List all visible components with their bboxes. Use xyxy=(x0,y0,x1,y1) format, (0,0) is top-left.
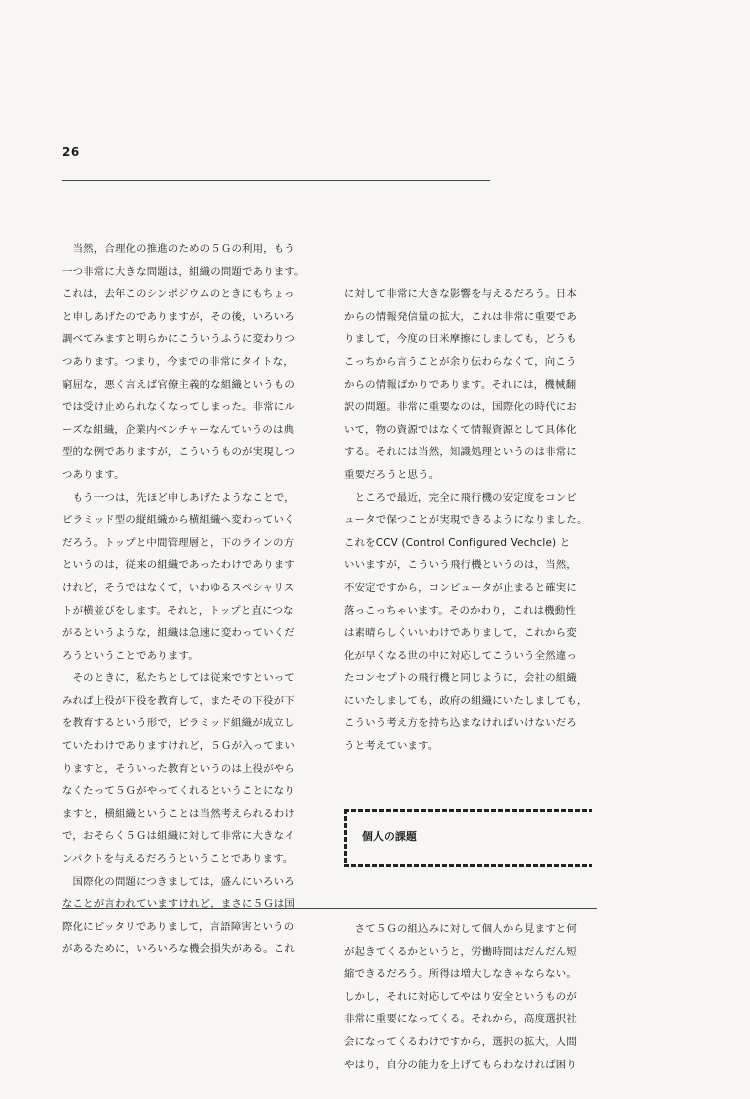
text-line: 落っこっちゃいます。そのかわり，これは機動性 xyxy=(344,604,576,617)
text-line: これをCCV (Control Configured Vechcle) と xyxy=(344,536,571,549)
text-line: ンパクトを与えるだろうということであります。 xyxy=(62,853,294,866)
text-line: たコンセプトの飛行機と同じように，会社の組織 xyxy=(344,672,577,685)
text-line: なことが言われていますけれど，まさに５Ｇは国 xyxy=(62,898,295,911)
text-line: からの情報発信量の拡大，これは非常に重要であ xyxy=(344,310,577,323)
text-line: 窮屈な，悪く言えば官僚主義的な組織というもの xyxy=(62,378,295,391)
text-line: そのときに，私たちとしては従来ですといって xyxy=(62,672,295,685)
text-line: を教育するという形で，ピラミッド組織が成立し xyxy=(62,717,295,730)
text-line: ますと，横組織ということは当然考えられるわけ xyxy=(62,807,295,820)
text-line: がるというような，組織は急速に変わっていくだ xyxy=(62,627,295,640)
text-line: りまして，今度の日米摩擦にしましても，どうも xyxy=(344,333,577,346)
text-line: さて５Ｇの組込みに対して個人から見ますと何 xyxy=(344,923,577,936)
text-line: 不安定ですから，コンピュータが止まると確実に xyxy=(344,581,577,594)
text-line: なくたって５Ｇがやってくれるということになり xyxy=(62,785,295,798)
text-line: うと考えています。 xyxy=(344,740,439,753)
text-line: もう一つは，先ほど申しあげたようなことで， xyxy=(62,491,295,504)
section-heading-box xyxy=(344,809,592,867)
text-line: 重要だろうと思う。 xyxy=(344,468,440,481)
header-rule xyxy=(62,180,490,181)
text-line: やはり，自分の能力を上げてもらわなければ困り xyxy=(344,1058,577,1071)
text-line: こういう考え方を持ち込まなければいけないだろ xyxy=(344,717,577,730)
footer-rule xyxy=(62,908,597,909)
text-line: 会になってくるわけですから，選択の拡大，人間 xyxy=(344,1036,577,1048)
text-line: する。それには当然，知識処理というのは非常に xyxy=(344,446,577,459)
text-line: ろうということであります。 xyxy=(62,649,199,662)
text-line: で，おそらく５Ｇは組織に対して非常に大きなイ xyxy=(62,830,295,843)
text-line: りますと，そういった教育というのは上役がやら xyxy=(62,762,295,775)
text-line: だろう。トップと中間管理層と，下のラインの方 xyxy=(62,536,295,549)
text-line: からの情報ばかりであります。それには，機械翻 xyxy=(344,378,577,391)
text-line: 訳の問題。非常に重要なのは，国際化の時代にお xyxy=(344,401,577,414)
text-line: と申しあげたのでありますが，その後，いろいろ xyxy=(62,310,295,323)
text-line: 一つ非常に大きな問題は，組織の問題であります。 xyxy=(62,265,305,278)
text-line: ていたわけでありますけれど，５Ｇが入ってまい xyxy=(62,740,295,753)
text-line: みれば上役が下役を教育して，またその下役が下 xyxy=(62,694,295,707)
text-line: しかし，それに対応してやはり安全というものが xyxy=(344,990,577,1003)
text-line: が起きてくるかというと，労働時間はだんだん短 xyxy=(344,945,577,958)
right-text-column xyxy=(344,238,600,1099)
text-line: いて，物の資源ではなくて情報資源として具体化 xyxy=(344,423,577,436)
text-line: ーズな組織，企業内ベンチャーなんていうのは典 xyxy=(62,423,295,436)
text-line: こっちから言うことが余り伝わらなくて，向こう xyxy=(344,355,577,368)
text-line: トが横並びをします。それと，トップと直につな xyxy=(62,604,294,617)
section-heading: 個人の課題 xyxy=(362,829,417,843)
text-line: ところで最近，完全に飛行機の安定度をコンピ xyxy=(344,491,577,504)
text-line: に対して非常に大きな影響を与えるだろう。日本 xyxy=(344,288,577,301)
text-line: 国際化の問題につきましては，盛んにいろいろ xyxy=(62,875,295,888)
text-line: があるために，いろいろな機会損失がある。これ xyxy=(62,943,295,956)
text-line: 当然，合理化の推進のための５Ｇの利用，もう xyxy=(62,243,295,255)
text-line: 非常に重要になってくる。それから，高度選択社 xyxy=(344,1013,577,1026)
text-line: 型的な例でありますが，こういうものが実現しつ xyxy=(62,446,295,459)
text-line: 際化にピッタリでありまして，言語障害というの xyxy=(62,920,295,933)
text-line: 化が早くなる世の中に対応してこういう全然違っ xyxy=(344,649,577,662)
section-box-top-border xyxy=(344,809,592,812)
text-line: というのは，従来の組織であったわけであります xyxy=(62,559,295,572)
section-box-left-border xyxy=(344,809,347,867)
text-line: にいたしましても，政府の組織にいたしましても， xyxy=(344,694,588,707)
text-line: ュータで保つことが実現できるようになりました。 xyxy=(344,514,588,527)
text-line: では受け止められなくなってしまった。非常にル xyxy=(62,401,295,414)
left-text-column xyxy=(62,238,330,961)
text-line: ピラミッド型の縦組織から横組織へ変わっていく xyxy=(62,514,295,527)
section-box-bottom-border xyxy=(344,864,592,867)
right-column-top-text xyxy=(344,283,600,757)
text-line: 縮できるだろう。所得は増大しなきゃならない。 xyxy=(344,968,577,981)
text-line: 調べてみますと明らかにこういうふうに変わりつ xyxy=(62,333,295,346)
text-line: いいますが，こういう飛行機というのは，当然， xyxy=(344,559,577,572)
right-column-bottom-text xyxy=(344,918,600,1076)
text-line: つあります。 xyxy=(62,468,125,481)
text-line: けれど，そうではなくて，いわゆるスペシャリス xyxy=(62,581,295,594)
page-number: 26 xyxy=(62,145,80,159)
text-line: これは，去年このシンポジウムのときにもちょっ xyxy=(62,288,295,301)
text-line: は素晴らしくいいわけでありまして，これから変 xyxy=(344,627,577,640)
text-line: つあります。つまり，今までの非常にタイトな， xyxy=(62,355,294,368)
